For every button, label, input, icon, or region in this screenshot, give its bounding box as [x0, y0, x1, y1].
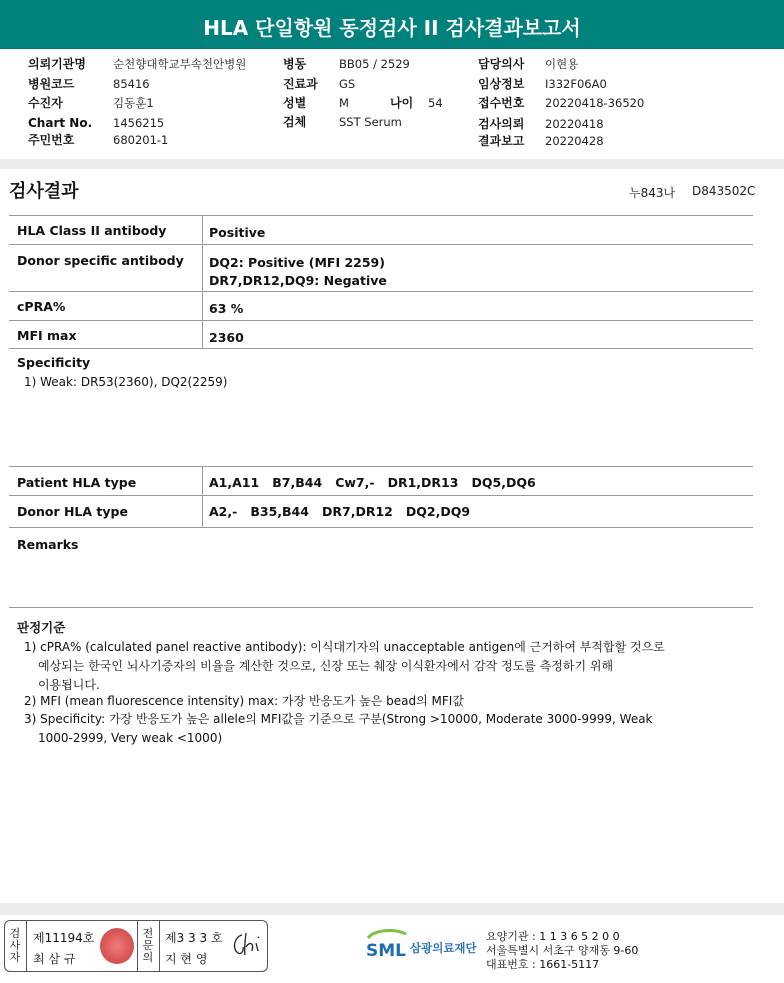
header-label-text: 주민번호 [28, 133, 75, 147]
header-value-text: 20220428 [545, 134, 604, 148]
header-label-text: 병원코드 [28, 77, 75, 91]
remarks-divider [9, 607, 753, 608]
header-value-text: GS [339, 77, 356, 91]
result-value-line: 2360 [209, 330, 244, 345]
result-value-line: DR7,DR12,DQ9: Negative [209, 273, 387, 288]
header-label [478, 117, 524, 131]
header-value [113, 133, 168, 147]
header-value [545, 96, 644, 110]
result-label: cPRA% [17, 299, 66, 314]
header-value-text: 김동훈1 [113, 96, 154, 110]
header-value-text: BB05 / 2529 [339, 57, 410, 71]
header-label-text: 담당의사 [478, 57, 525, 71]
header-label [28, 57, 86, 71]
report-code-2: D843502C [692, 184, 756, 198]
specialist-name: 지 현 영 [165, 952, 208, 966]
result-value-line: DQ2: Positive (MFI 2259) [209, 255, 385, 270]
org-address: 서울특별시 서초구 양재동 9-60 [486, 944, 639, 957]
header-value [339, 96, 349, 110]
header-value [545, 77, 607, 91]
header-label [478, 96, 524, 110]
header-label-text: 검체 [283, 115, 307, 129]
report-code-1: 누843나 [629, 186, 676, 200]
signature-box [4, 920, 268, 972]
header-label-text: 결과보고 [478, 134, 525, 148]
specificity-item: 1) Weak: DR53(2360), DQ2(2259) [24, 375, 228, 389]
header-value-text: 1456215 [113, 116, 165, 130]
header-label [28, 116, 92, 130]
header-value [113, 96, 154, 110]
hla-label: Donor HLA type [17, 504, 128, 519]
table-col-divider [202, 244, 203, 291]
header-value-text: 20220418 [545, 117, 604, 131]
inspector-name: 최 삼 규 [33, 952, 76, 966]
result-value-line: Positive [209, 225, 266, 240]
header-value-text: 85416 [113, 77, 150, 91]
table-rule [9, 527, 753, 528]
specialist-license-no: 제3 3 3 호 [165, 931, 223, 945]
header-value [339, 57, 410, 71]
header-label [28, 77, 74, 91]
specialist-label: 전 문 의 [142, 927, 154, 964]
header-value [113, 77, 150, 91]
result-value-line: 63 % [209, 301, 244, 316]
criteria-line: 1000-2999, Very weak <1000) [38, 731, 223, 745]
table-col-divider [202, 466, 203, 495]
header-label [28, 133, 74, 147]
header-value [545, 134, 604, 148]
header-label-text: 성별 [283, 96, 307, 110]
inspector-license-no: 제11194호 [33, 931, 95, 945]
header-label-text: Chart No. [28, 116, 93, 130]
age-field: 나이 [390, 96, 414, 110]
result-label: Donor specific antibody [17, 253, 184, 268]
result-label: HLA Class II antibody [17, 223, 167, 238]
table-rule [9, 320, 753, 321]
header-label [283, 77, 318, 91]
header-label-text: 수진자 [28, 96, 63, 110]
header-value-text: I332F06A0 [545, 77, 607, 91]
result-value [209, 254, 387, 290]
org-name: 삼광의료재단 [410, 941, 477, 955]
header-label-text: 검사의뢰 [478, 117, 525, 131]
header-label [28, 96, 63, 110]
criteria-item [24, 710, 653, 748]
header-value-text: M [339, 96, 349, 110]
header-value-text: 680201-1 [113, 133, 169, 147]
report-title: HLA 단일항원 동정검사 II 검사결과보고서 [0, 0, 784, 49]
table-col-divider [202, 291, 203, 320]
org-license: 요양기관 : 1 1 3 6 5 2 0 0 [486, 930, 620, 943]
criteria-line: 3) Specificity: 가장 반응도가 높은 allele의 MFI값을 기준으로 구분(Strong >10000, Moderate 3000-9999, Weak [24, 712, 653, 726]
sml-logo-icon [364, 924, 410, 966]
result-value [209, 329, 244, 347]
org-phone: 대표번호 : 1661-5117 [486, 958, 600, 971]
header-label [478, 134, 524, 148]
table-rule [9, 466, 753, 467]
result-value [209, 300, 243, 318]
remarks-title: Remarks [17, 537, 79, 552]
section-divider [0, 159, 784, 169]
criteria-line: 1) cPRA% (calculated panel reactive antibody): 이식대기자의 unacceptable antigen에 근거하여 부적합할 것으로 [24, 640, 665, 654]
criteria-line: 예상되는 한국인 뇌사기증자의 비율을 계산한 것으로, 신장 또는 췌장 이식환자에서 감작 정도를 측정하기 위해 [38, 659, 614, 673]
table-col-divider [202, 215, 203, 244]
header-label-text: 의뢰기관명 [28, 57, 86, 71]
header-value [113, 57, 246, 71]
inspector-label: 검 사 자 [9, 927, 21, 964]
table-rule [9, 495, 753, 496]
header-label-text: 접수번호 [478, 96, 525, 110]
hla-value: A1,A11 B7,B44 Cw7,- DR1,DR13 DQ5,DQ6 [209, 475, 536, 490]
header-value [339, 115, 402, 129]
table-rule [9, 215, 753, 216]
table-col-divider [202, 495, 203, 527]
footer-divider [0, 903, 784, 915]
criteria-title: 판정기준 [17, 620, 66, 635]
hla-label: Patient HLA type [17, 475, 137, 490]
signature-icon [230, 929, 264, 959]
header-value-text: SST Serum [339, 115, 402, 129]
header-value-text: 순천향대학교부속천안병원 [113, 57, 247, 71]
header-label [478, 77, 524, 91]
official-seal-icon [100, 928, 134, 964]
svg-text:SML: SML [366, 941, 406, 961]
header-value-text: 이현용 [545, 57, 579, 71]
result-value [209, 224, 265, 242]
criteria-line: 2) MFI (mean fluorescence intensity) max: 가장 반응도가 높은 bead의 MFI값 [24, 694, 464, 708]
header-value [545, 117, 604, 131]
specificity-title: Specificity [17, 355, 91, 370]
criteria-line: 이용됩니다. [38, 678, 100, 692]
header-value [545, 57, 578, 71]
header-label [478, 57, 524, 71]
header-label-text: 임상정보 [478, 77, 525, 91]
age-value: 54 [428, 96, 443, 110]
table-rule [9, 291, 753, 292]
table-rule [9, 244, 753, 245]
header-label-text: 병동 [283, 57, 307, 71]
result-label: MFI max [17, 328, 77, 343]
header-value-text: 20220418-36520 [545, 96, 645, 110]
criteria-item [24, 692, 464, 711]
table-col-divider [202, 320, 203, 348]
header-label [283, 115, 306, 129]
header-value [339, 77, 355, 91]
header-value [113, 116, 164, 130]
criteria-item [24, 638, 665, 695]
header-label-text: 진료과 [283, 77, 318, 91]
header-label [283, 57, 306, 71]
results-title: 검사결과 [9, 181, 79, 202]
hla-value: A2,- B35,B44 DR7,DR12 DQ2,DQ9 [209, 504, 471, 519]
header-label [283, 96, 306, 110]
table-rule [9, 348, 753, 349]
